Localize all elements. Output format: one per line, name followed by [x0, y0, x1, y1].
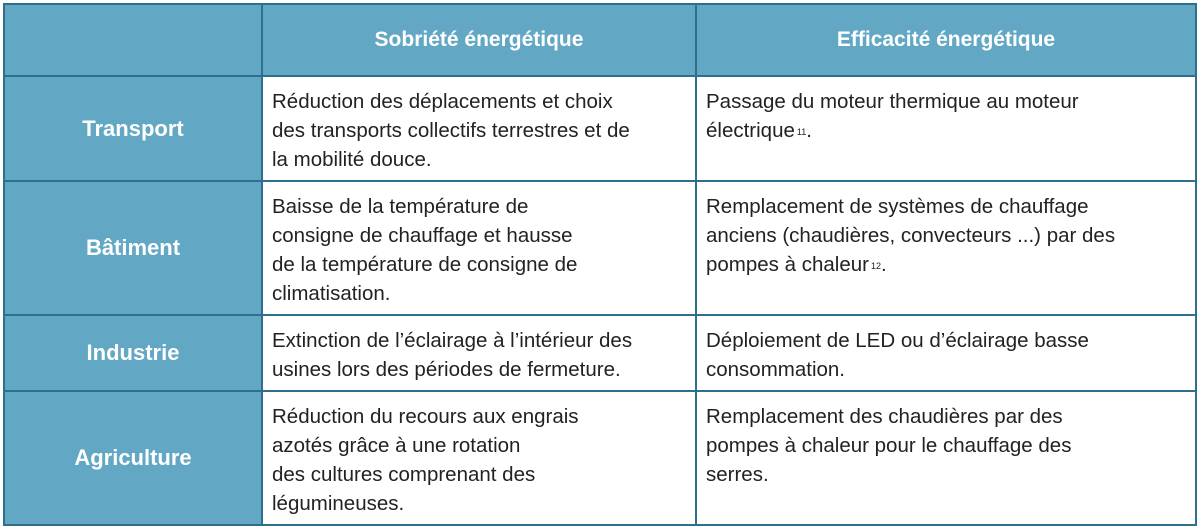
header-row	[4, 4, 1196, 76]
cell-sobriete	[262, 391, 696, 525]
cell-efficacite	[696, 391, 1196, 525]
cell-text-end: .	[880, 253, 887, 276]
cell-text-end: .	[806, 119, 812, 142]
cell-sobriete	[262, 181, 696, 315]
comparison-table-container	[3, 3, 1195, 515]
table-row	[4, 76, 1196, 181]
cell-text: Déploiement de LED ou d’éclairage basse consommation.	[706, 329, 1089, 381]
column-header-sobriete: Sobriété énergétique	[262, 4, 696, 76]
cell-efficacite	[696, 315, 1196, 391]
cell-sobriete	[262, 315, 696, 391]
footnote-ref: 12	[870, 261, 881, 271]
cell-text: Extinction de l’éclairage à l’intérieur des usines lors des périodes de fermeture.	[272, 329, 633, 381]
row-header-agriculture: Agriculture	[4, 391, 262, 525]
row-header-batiment: Bâtiment	[4, 181, 262, 315]
cell-text: Remplacement de systèmes de chauffage anciens (chaudières, convecteurs ...) par des pompes à chaleur	[706, 195, 1116, 276]
table-row	[4, 391, 1196, 525]
column-header-efficacite: Efficacité énergétique	[696, 4, 1196, 76]
cell-text: Passage du moteur thermique au moteur électrique	[706, 90, 1079, 142]
table-row	[4, 315, 1196, 391]
cell-text: Baisse de la température de consigne de chauffage et hausse de la température de consigne de climatisation.	[272, 195, 578, 305]
cell-text: Réduction du recours aux engrais azotés grâce à une rotation des cultures comprenant des légumineuses.	[272, 405, 579, 515]
row-header-industrie: Industrie	[4, 315, 262, 391]
footnote-ref: 11	[796, 127, 807, 137]
cell-text: Réduction des déplacements et choix des transports collectifs terrestres et de la mobilité douce.	[272, 90, 630, 171]
row-header-transport: Transport	[4, 76, 262, 181]
cell-efficacite	[696, 181, 1196, 315]
table-row	[4, 181, 1196, 315]
cell-efficacite	[696, 76, 1196, 181]
cell-text: Remplacement des chaudières par des pompes à chaleur pour le chauffage des serres.	[706, 405, 1072, 486]
cell-sobriete	[262, 76, 696, 181]
energy-comparison-table	[3, 3, 1197, 526]
corner-cell	[4, 4, 262, 76]
